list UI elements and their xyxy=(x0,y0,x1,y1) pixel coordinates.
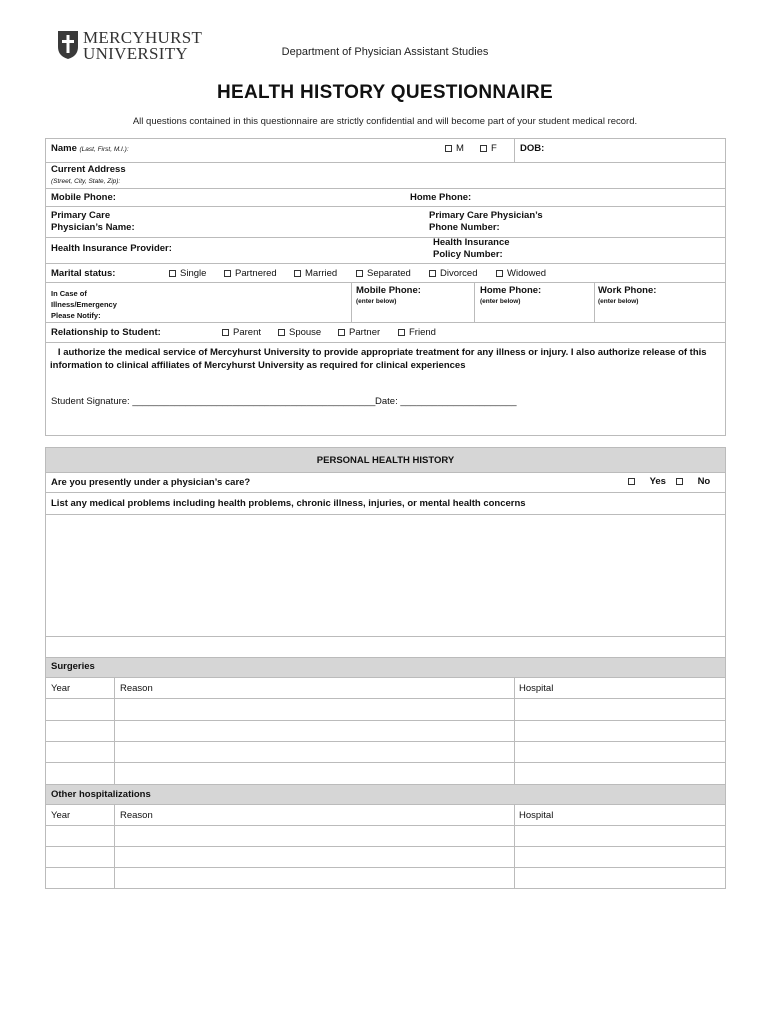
name-input[interactable] xyxy=(160,140,430,160)
address-input[interactable] xyxy=(150,164,720,186)
gender-f-option[interactable] xyxy=(480,143,497,155)
table-row[interactable] xyxy=(46,868,725,888)
hosp-col-year: Year xyxy=(51,810,71,821)
emergency-work-label: Work Phone: xyxy=(598,285,657,296)
surgeries-col-reason: Reason xyxy=(120,683,153,694)
signature-date-field[interactable]: Date: ______________________ xyxy=(375,396,517,407)
policy-number-input[interactable] xyxy=(515,240,720,260)
relationship-parent-option[interactable]: Parent xyxy=(222,327,261,339)
section-title: PERSONAL HEALTH HISTORY xyxy=(316,455,455,466)
gender-f-label: F xyxy=(491,143,497,154)
page-title: HEALTH HISTORY QUESTIONNAIRE xyxy=(216,82,553,103)
dob-input[interactable] xyxy=(550,140,720,160)
student-signature-field[interactable]: Student Signature: ______________________________________________ xyxy=(51,396,376,407)
relationship-partner-option[interactable]: Partner xyxy=(338,327,380,339)
table-row[interactable] xyxy=(46,721,725,740)
physician-care-question: Are you presently under a physician’s care? xyxy=(51,477,251,488)
medical-problems-textarea[interactable] xyxy=(47,516,724,634)
emergency-home-label: Home Phone: xyxy=(480,285,542,296)
home-phone-label: Home Phone: xyxy=(410,192,472,203)
checkbox-icon[interactable] xyxy=(294,270,301,277)
logo-text-line2: UNIVERSITY xyxy=(83,44,188,63)
confidential-note: All questions contained in this questionnaire are strictly confidential and will become part of your student medical record. xyxy=(132,116,638,127)
checkbox-icon[interactable] xyxy=(224,270,231,277)
medical-problems-label: List any medical problems including health problems, chronic illness, injuries, or mental health concerns xyxy=(51,498,526,509)
marital-partnered-option[interactable]: Partnered xyxy=(224,268,277,280)
relationship-spouse-option[interactable]: Spouse xyxy=(278,327,321,339)
checkbox-icon[interactable] xyxy=(429,270,436,277)
emergency-home-input[interactable] xyxy=(476,307,591,320)
enter-below-note: (enter below) xyxy=(598,298,639,305)
pcp-phone-input[interactable] xyxy=(560,209,720,235)
name-hint: (Last, First, M.I.): xyxy=(79,146,129,153)
checkbox-icon[interactable] xyxy=(676,478,683,485)
department-name: Department of Physician Assistant Studies xyxy=(281,46,489,58)
emergency-mobile-label: Mobile Phone: xyxy=(356,285,421,296)
checkbox-icon[interactable] xyxy=(169,270,176,277)
logo-text-line1: MERCYHURST xyxy=(83,28,203,47)
marital-single-option[interactable]: Single xyxy=(169,268,206,280)
insurance-provider-input[interactable] xyxy=(190,240,420,260)
physician-care-yes-option[interactable]: Yes xyxy=(628,476,666,488)
authorization-statement: I authorize the medical service of Mercyhurst University to provide appropriate treatment for any illness or injury. I also authorize release of this information to clinical affiliates of Mercyhurst University as required for clinical experiences xyxy=(50,347,707,371)
surgeries-col-hospital: Hospital xyxy=(519,683,554,694)
insurance-provider-label: Health Insurance Provider: xyxy=(51,243,172,254)
emergency-mobile-input[interactable] xyxy=(353,307,471,320)
marital-divorced-option[interactable]: Divorced xyxy=(429,268,478,280)
physician-care-no-option[interactable]: No xyxy=(676,476,710,488)
pcp-phone-label: Primary Care Physician’s Phone Number: xyxy=(429,210,543,233)
pcp-name-input[interactable] xyxy=(150,209,410,235)
table-row[interactable] xyxy=(46,763,725,783)
pcp-name-label: Primary Care Physician’s Name: xyxy=(51,210,135,233)
table-row[interactable] xyxy=(46,699,725,719)
marital-widowed-option[interactable]: Widowed xyxy=(496,268,546,280)
other-hospitalizations-title: Other hospitalizations xyxy=(51,789,151,800)
emergency-work-input[interactable] xyxy=(596,307,722,320)
enter-below-note: (enter below) xyxy=(480,298,521,305)
emergency-contact-label: In Case of Illness/Emergency Please Notify: xyxy=(51,289,117,320)
checkbox-icon[interactable] xyxy=(356,270,363,277)
dob-label: DOB: xyxy=(520,143,545,154)
surgeries-title: Surgeries xyxy=(51,661,95,672)
enter-below-note: (enter below) xyxy=(356,298,397,305)
table-row[interactable] xyxy=(46,847,725,866)
address-hint: (Street, City, State, Zip): xyxy=(51,178,121,185)
hosp-col-reason: Reason xyxy=(120,810,153,821)
mobile-phone-input[interactable] xyxy=(128,190,398,204)
relationship-label: Relationship to Student: xyxy=(51,327,161,338)
checkbox-icon[interactable] xyxy=(480,145,487,152)
policy-number-label: Health Insurance Policy Number: xyxy=(433,237,510,260)
checkbox-icon[interactable] xyxy=(338,329,345,336)
mobile-phone-label: Mobile Phone: xyxy=(51,192,116,203)
checkbox-icon[interactable] xyxy=(445,145,452,152)
surgeries-col-year: Year xyxy=(51,683,71,694)
checkbox-icon[interactable] xyxy=(222,329,229,336)
address-label: Current Address xyxy=(51,164,126,175)
checkbox-icon[interactable] xyxy=(496,270,503,277)
emergency-contact-name-input[interactable] xyxy=(140,285,345,319)
gender-m-label: M xyxy=(456,143,464,154)
checkbox-icon[interactable] xyxy=(278,329,285,336)
gender-m-option[interactable] xyxy=(445,143,464,155)
table-row[interactable] xyxy=(46,742,725,761)
table-row[interactable] xyxy=(46,826,725,845)
hosp-col-hospital: Hospital xyxy=(519,810,554,821)
checkbox-icon[interactable] xyxy=(628,478,635,485)
marital-separated-option[interactable]: Separated xyxy=(356,268,411,280)
name-label: Name xyxy=(51,143,77,154)
relationship-friend-option[interactable]: Friend xyxy=(398,327,436,339)
marital-married-option[interactable]: Married xyxy=(294,268,337,280)
marital-status-label: Marital status: xyxy=(51,268,116,279)
home-phone-input[interactable] xyxy=(482,190,720,204)
checkbox-icon[interactable] xyxy=(398,329,405,336)
